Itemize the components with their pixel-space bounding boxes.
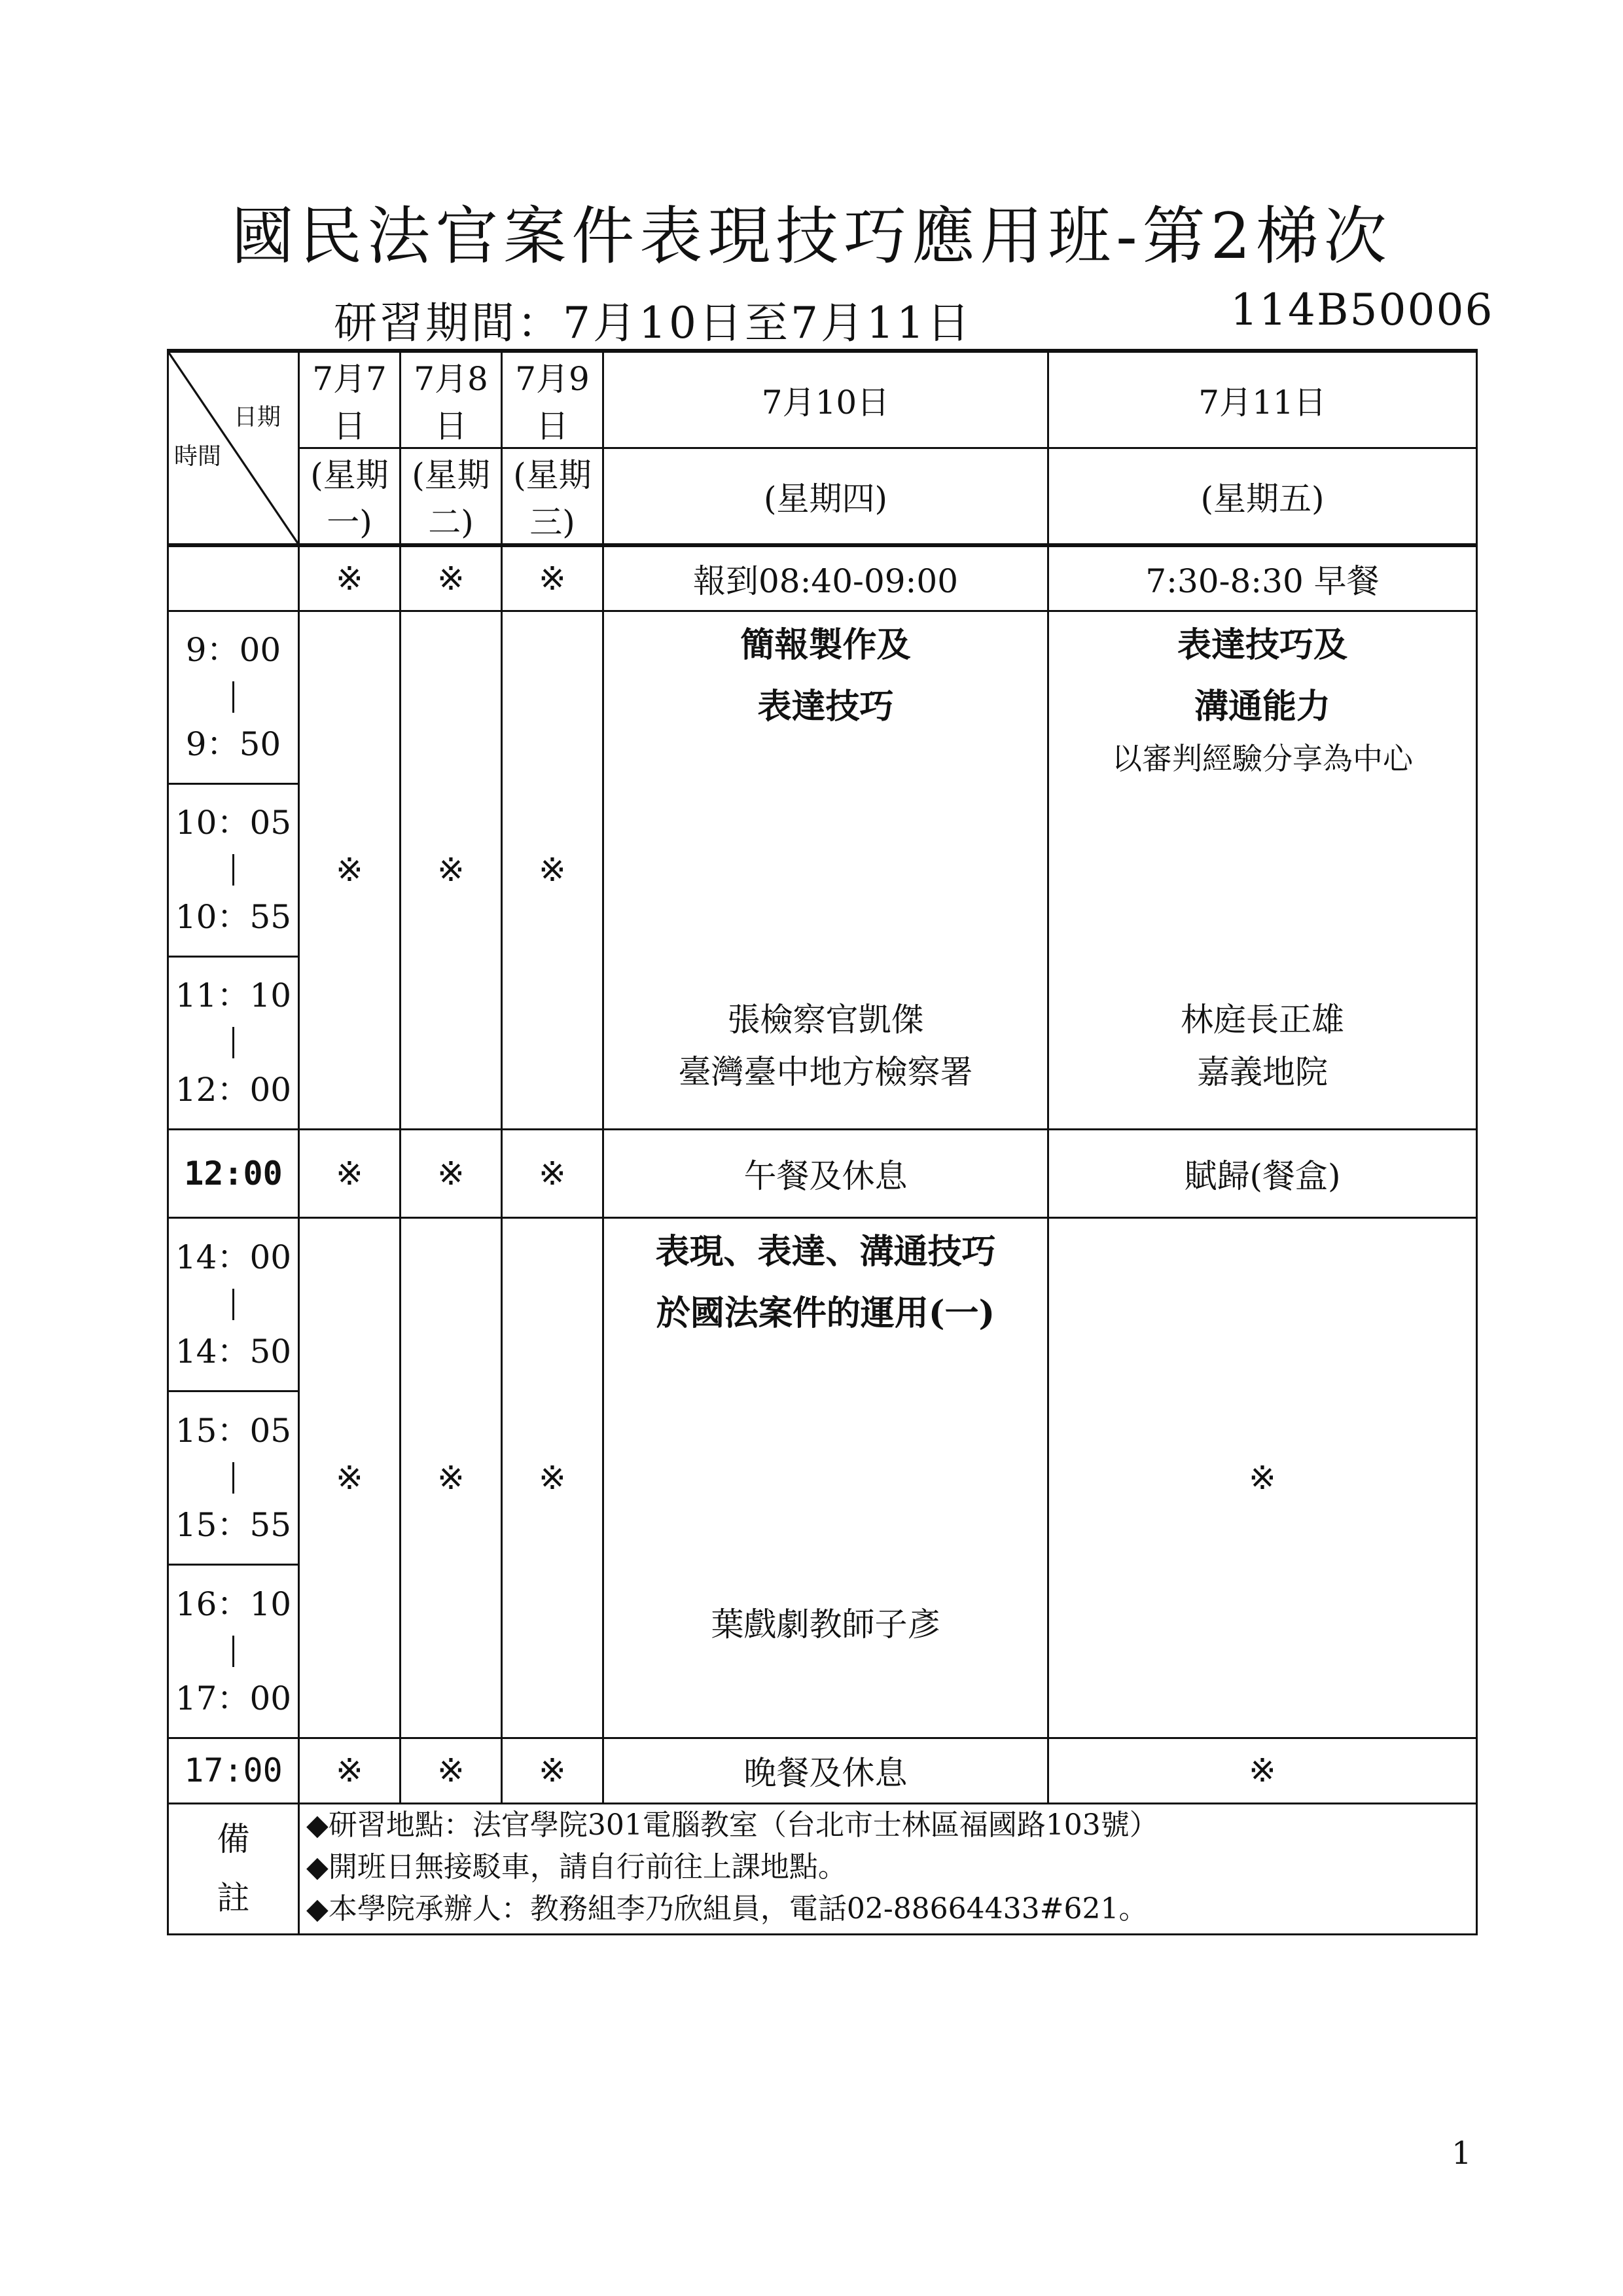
mark-cell: ※ <box>299 611 401 1129</box>
course-subtitle: 以審判經驗分享為中心 <box>1112 740 1413 776</box>
time-divider <box>232 681 234 713</box>
time-end: 17：00 <box>175 1679 292 1717</box>
course-title-line: 表達技巧 <box>757 686 894 726</box>
header-date-day1: 7月7日 <box>299 351 401 448</box>
mark-cell: ※ <box>502 1217 603 1738</box>
afternoon-slot-row <box>168 1217 1477 1391</box>
time-slot-5 <box>168 1391 299 1564</box>
mark-cell: ※ <box>1048 1217 1477 1738</box>
remark-shuttle: ◆開班日無接駁車，請自行前往上課地點。 <box>306 1850 847 1884</box>
mark-cell: ※ <box>502 1738 603 1803</box>
lunch-time: 12:00 <box>168 1129 299 1217</box>
mark-cell: ※ <box>299 545 401 611</box>
time-slot-3 <box>168 956 299 1129</box>
remark-location: ◆研習地點：法官學院301電腦教室（台北市士林區福國路103號） <box>306 1808 1158 1842</box>
header-date-day3: 7月9日 <box>502 351 603 448</box>
remarks-label-char: 備 <box>217 1820 250 1858</box>
header-date-day5: 7月11日 <box>1048 351 1477 448</box>
lunch-day4: 午餐及休息 <box>603 1129 1048 1217</box>
mark-cell: ※ <box>299 1217 401 1738</box>
header-row-weekdays <box>168 448 1477 546</box>
study-period: 研習期間：7月10日至7月11日 <box>334 298 972 348</box>
remark-contact: ◆本學院承辦人：教務組李乃欣組員，電話02-88664433#621。 <box>306 1892 1148 1926</box>
dinner-day4: 晚餐及休息 <box>603 1738 1048 1803</box>
mark-cell: ※ <box>401 611 502 1129</box>
time-start: 10：05 <box>175 804 292 842</box>
time-start: 14：00 <box>175 1238 292 1276</box>
course-block-day4-afternoon <box>603 1217 1048 1738</box>
header-weekday-day5: (星期五) <box>1048 448 1477 546</box>
remarks-label-char: 註 <box>217 1879 250 1917</box>
mark-cell: ※ <box>1048 1738 1477 1803</box>
time-slot-2 <box>168 783 299 956</box>
time-divider <box>232 1027 234 1058</box>
mark-cell: ※ <box>401 1738 502 1803</box>
time-divider <box>232 854 234 886</box>
dinner-row <box>168 1738 1477 1803</box>
class-code: 114B50006 <box>1230 285 1494 335</box>
course-block-day4-morning <box>603 611 1048 1129</box>
mark-cell: ※ <box>401 545 502 611</box>
lecturer-organization: 嘉義地院 <box>1197 1052 1328 1091</box>
mark-cell: ※ <box>299 1129 401 1217</box>
time-start: 16：10 <box>175 1585 292 1623</box>
remarks-label <box>168 1803 299 1934</box>
corner-time-label: 時間 <box>174 443 222 470</box>
header-date-day2: 7月8日 <box>401 351 502 448</box>
return-day5: 賦歸(餐盒) <box>1048 1129 1477 1217</box>
time-divider <box>232 1289 234 1320</box>
arrival-time-cell <box>168 545 299 611</box>
header-weekday-day3: (星期三) <box>502 448 603 546</box>
time-end: 10：55 <box>175 898 292 936</box>
arrival-row <box>168 545 1477 611</box>
corner-cell <box>168 351 299 545</box>
time-slot-6 <box>168 1564 299 1738</box>
mark-cell: ※ <box>502 545 603 611</box>
lecturer-name: 葉戲劇教師子彥 <box>711 1605 940 1643</box>
mark-cell: ※ <box>502 611 603 1129</box>
header-date-day4: 7月10日 <box>603 351 1048 448</box>
header-weekday-day2: (星期二) <box>401 448 502 546</box>
time-slot-1 <box>168 611 299 783</box>
course-title-line: 簡報製作及 <box>740 624 911 665</box>
header-weekday-day4: (星期四) <box>603 448 1048 546</box>
time-slot-4 <box>168 1217 299 1391</box>
time-end: 9：50 <box>185 725 281 763</box>
header-row-dates <box>168 351 1477 448</box>
course-title-line: 表達技巧及 <box>1177 624 1347 665</box>
time-end: 15：55 <box>175 1505 292 1544</box>
morning-slot-row <box>168 611 1477 783</box>
course-title-line: 溝通能力 <box>1194 686 1330 726</box>
page-number: 1 <box>1452 2135 1472 2172</box>
remarks-row <box>168 1803 1477 1934</box>
schedule-table <box>167 349 1478 1935</box>
course-block-day5-morning <box>1048 611 1477 1129</box>
course-title-line: 表現、表達、溝通技巧 <box>655 1231 996 1272</box>
lecturer-organization: 臺灣臺中地方檢察署 <box>678 1052 973 1091</box>
header-weekday-day1: (星期一) <box>299 448 401 546</box>
lunch-row <box>168 1129 1477 1217</box>
time-divider <box>232 1462 234 1494</box>
time-end: 14：50 <box>175 1332 292 1371</box>
document-title: 國民法官案件表現技巧應用班-第2梯次 <box>231 200 1392 273</box>
corner-date-label: 日期 <box>233 404 281 431</box>
breakfast-day5: 7:30-8:30 早餐 <box>1048 545 1477 611</box>
arrival-day4: 報到08:40-09:00 <box>603 545 1048 611</box>
time-end: 12：00 <box>175 1071 292 1109</box>
lecturer-name: 張檢察官凱傑 <box>727 1000 924 1039</box>
time-start: 9：00 <box>185 631 281 669</box>
mark-cell: ※ <box>502 1129 603 1217</box>
mark-cell: ※ <box>401 1129 502 1217</box>
course-title-line: 於國法案件的運用(一) <box>656 1293 995 1333</box>
mark-cell: ※ <box>299 1738 401 1803</box>
mark-cell: ※ <box>401 1217 502 1738</box>
time-divider <box>232 1636 234 1667</box>
remarks-items <box>299 1803 1477 1934</box>
time-start: 15：05 <box>175 1411 292 1450</box>
dinner-time: 17:00 <box>168 1738 299 1803</box>
lecturer-name: 林庭長正雄 <box>1181 1000 1344 1039</box>
time-start: 11：10 <box>175 977 292 1014</box>
